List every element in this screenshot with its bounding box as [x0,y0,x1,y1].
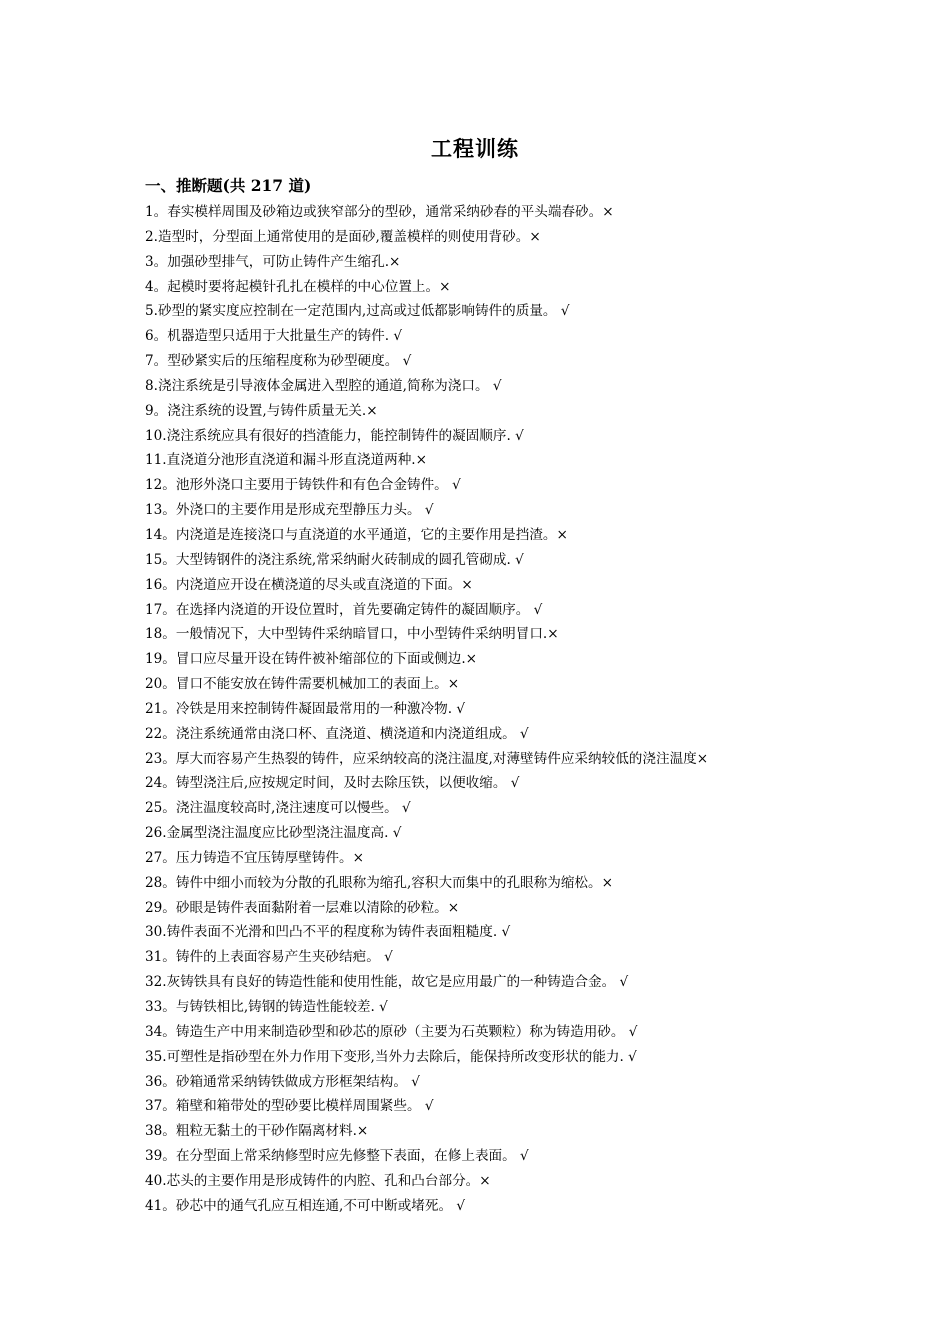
question-item: 38。粗粒无黏土的干砂作隔离材料.× [145,1123,369,1140]
question-item: 11.直浇道分池形直浇道和漏斗形直浇道两种.× [145,452,428,469]
question-item: 28。铸件中细小而较为分散的孔眼称为缩孔,容积大而集中的孔眼称为缩松。× [145,874,614,891]
question-item: 30.铸件表面不光滑和凹凸不平的程度称为铸件表面粗糙度. √ [145,924,511,941]
question-list [145,200,945,1219]
question-item: 8.浇注系统是引导液体金属进入型腔的通道,简称为浇口。 √ [145,377,502,394]
question-item: 12。池形外浇口主要用于铸铁件和有色合金铸件。 √ [145,477,461,494]
question-item: 21。冷铁是用来控制铸件凝固最常用的一种激冷物. √ [145,700,466,717]
question-item: 6。机器造型只适用于大批量生产的铸件. √ [145,328,403,345]
question-item: 26.金属型浇注温度应比砂型浇注温度高. √ [145,825,402,842]
question-item: 22。浇注系统通常由浇口杯、直浇道、横浇道和内浇道组成。 √ [145,725,529,742]
document-title: 工程训练 [431,136,519,161]
question-item: 17。在选择内浇道的开设位置时，首先要确定铸件的凝固顺序。 √ [145,601,543,618]
question-item: 34。铸造生产中用来制造砂型和砂芯的原砂（主要为石英颗粒）称为铸造用砂。 √ [145,1023,638,1040]
question-item: 3。加强砂型排气，可防止铸件产生缩孔.× [145,253,401,270]
question-item: 18。一般情况下，大中型铸件采纳暗冒口，中小型铸件采纳明冒口.× [145,626,559,643]
question-item: 2.造型时，分型面上通常使用的是面砂,覆盖模样的则使用背砂。× [145,228,541,245]
question-item: 7。型砂紧实后的压缩程度称为砂型硬度。 √ [145,353,412,370]
question-item: 14。内浇道是连接浇口与直浇道的水平通道，它的主要作用是挡渣。× [145,526,568,543]
question-item: 1。春实模样周围及砂箱边或狭窄部分的型砂，通常采纳砂春的平头端春砂。× [145,204,614,220]
question-item: 35.可塑性是指砂型在外力作用下变形,当外力去除后，能保持所改变形状的能力. √ [145,1048,637,1065]
question-item: 41。砂芯中的通气孔应互相连通,不可中断或堵死。 √ [145,1197,466,1214]
question-item: 15。大型铸钢件的浇注系统,常采纳耐火砖制成的圆孔管砌成. √ [145,551,524,568]
question-item: 39。在分型面上常采纳修型时应先修整下表面，在修上表面。 √ [145,1148,529,1165]
question-item: 31。铸件的上表面容易产生夹砂结疤。 √ [145,949,393,966]
question-item: 33。与铸铁相比,铸钢的铸造性能较差. √ [145,999,388,1015]
question-item: 23。厚大而容易产生热裂的铸件，应采纳较高的浇注温度,对薄壁铸件应采纳较低的浇注温度× [145,750,709,767]
question-item: 37。箱壁和箱带处的型砂要比模样周围紧些。 √ [145,1098,434,1115]
question-item: 36。砂箱通常采纳铸铁做成方形框架结构。 √ [145,1073,420,1090]
question-item: 9。浇注系统的设置,与铸件质量无关.× [145,402,378,419]
question-item: 4。起模时要将起模针孔扎在模样的中心位置上。× [145,278,451,295]
question-item: 19。冒口应尽量开设在铸件被补缩部位的下面或侧边.× [145,651,478,668]
question-item: 32.灰铸铁具有良好的铸造性能和使用性能，故它是应用最广的一种铸造合金。 √ [145,974,629,991]
question-item: 13。外浇口的主要作用是形成充型静压力头。 √ [145,502,434,519]
question-item: 16。内浇道应开设在横浇道的尽头或直浇道的下面。× [145,576,473,593]
question-item: 24。铸型浇注后,应按规定时间，及时去除压铁，以便收缩。 √ [145,775,520,792]
question-item: 29。砂眼是铸件表面黏附着一层难以清除的砂粒。× [145,899,460,916]
question-item: 25。浇注温度较高时,浇注速度可以慢些。 √ [145,800,411,817]
question-item: 10.浇注系统应具有很好的挡渣能力，能控制铸件的凝固顺序. √ [145,427,524,444]
section-heading: 一、推断题(共 217 道) [145,176,312,195]
question-item: 5.砂型的紧实度应控制在一定范围内,过高或过低都影响铸件的质量。 √ [145,303,570,320]
question-item: 27。压力铸造不宜压铸厚壁铸件。× [145,849,364,866]
question-item: 20。冒口不能安放在铸件需要机械加工的表面上。× [145,676,460,693]
question-item: 40.芯头的主要作用是形成铸件的内腔、孔和凸台部分。× [145,1172,491,1189]
